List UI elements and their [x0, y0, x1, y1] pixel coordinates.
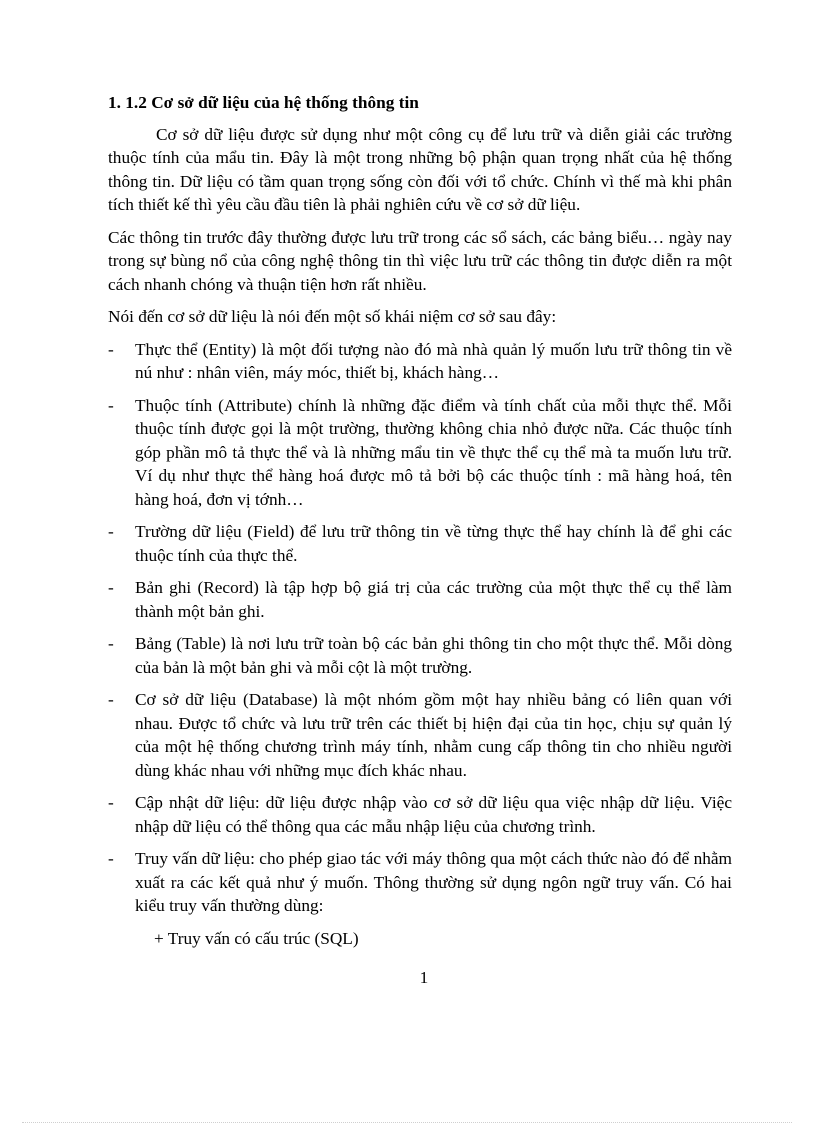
list-item-update	[108, 791, 732, 838]
page-content	[108, 91, 732, 950]
bullet-dash: -	[108, 395, 114, 415]
list-item-query	[108, 847, 732, 918]
intro-paragraph: Cơ sở dữ liệu được sử dụng như một công cụ để lưu trữ và diễn giải các trường thuộc tính của mẩu tin. Đây là một trong những bộ phận quan trọng nhất của hệ thống thông tin. Dữ liệu có tầm quan trọng sống còn đối với tổ chức. Chính vì thế mà khi phân tích thiết kế thì yêu cầu đầu tiên là phải nghiên cứu về cơ sở dữ liệu.	[108, 124, 732, 214]
bullet-dash: -	[108, 339, 114, 359]
list-item-field	[108, 520, 732, 567]
bullet-dash: -	[108, 578, 114, 597]
bullet-dash: -	[108, 634, 114, 653]
list-item-text: Trường dữ liệu (Field) để lưu trữ thông tin về từng thực thể hay chính là để ghi các thuộc tính của thực thể.	[135, 522, 732, 565]
page-number: 1	[419, 968, 429, 987]
list-item-text: Cập nhật dữ liệu: dữ liệu được nhập vào cơ sở dữ liệu qua việc nhập dữ liệu. Việc nhập dữ liệu có thể thông qua các mẫu nhập liệu của chương trình.	[135, 793, 732, 836]
list-item-entity	[108, 338, 732, 385]
list-item-database	[108, 688, 732, 782]
list-item-table	[108, 632, 732, 679]
sub-list-item-sql: + Truy vấn có cấu trúc (SQL)	[154, 928, 359, 948]
concepts-intro-paragraph: Nói đến cơ sở dữ liệu là nói đến một số khái niệm cơ sở sau đây:	[108, 307, 557, 326]
list-item-attribute	[108, 394, 732, 512]
list-item-text: Bản ghi (Record) là tập hợp bộ giá trị của các trường của một thực thể cụ thể làm thành một bản ghi.	[135, 578, 732, 621]
list-item-text: Thuộc tính (Attribute) chính là những đặc điểm và tính chất của mỗi thực thể. Mỗi thuộc tính được gọi là một trường, thường không chia nhỏ được nữa. Các thuộc tính góp phần mô tả thực thể và là những mẩu tin về thực thể cụ thể mà ta muốn lưu trữ. Ví dụ như thực thể hàng hoá được mô tả bởi bộ các thuộc tính : mã hàng hoá, tên hàng hoá, đơn vị tớnh…	[135, 395, 732, 509]
list-item-text: Cơ sở dữ liệu (Database) là một nhóm gồm một hay nhiều bảng có liên quan với nhau. Được tổ chức và lưu trữ trên các thiết bị hiện đại của tin học, chịu sự quản lý của một hệ thống chương trình máy tính, nhằm cung cấp thông tin cho nhiều người dùng khác nhau với những mục đích khác nhau.	[135, 690, 732, 780]
bullet-dash: -	[108, 690, 114, 709]
history-paragraph: Các thông tin trước đây thường được lưu trữ trong các sổ sách, các bảng biểu… ngày nay trong sự bùng nổ của công nghệ thông tin thì việc lưu trữ các thông tin được diễn ra một cách nhanh chóng và thuận tiện hơn rất nhiều.	[108, 227, 732, 294]
bullet-dash: -	[108, 849, 114, 868]
list-item-record	[108, 576, 732, 623]
list-item-text: Truy vấn dữ liệu: cho phép giao tác với máy thông qua một cách thức nào đó để nhằm xuất ra các kết quả như ý muốn. Thông thường sử dụng ngôn ngữ truy vấn. Có hai kiểu truy vấn thường dùng:	[135, 849, 732, 915]
list-item-text: Bảng (Table) là nơi lưu trữ toàn bộ các bản ghi thông tin cho một thực thể. Mỗi dòng của bản là một bản ghi và mỗi cột là một trường.	[135, 634, 732, 677]
bullet-dash: -	[108, 793, 114, 812]
list-item-text: Thực thể (Entity) là một đối tượng nào đó mà nhà quản lý muốn lưu trữ thông tin về nú như : nhân viên, máy móc, thiết bị, khách hàng…	[135, 339, 732, 382]
section-heading: 1. 1.2 Cơ sở dữ liệu của hệ thống thông tin	[108, 93, 419, 112]
bullet-dash: -	[108, 522, 114, 541]
